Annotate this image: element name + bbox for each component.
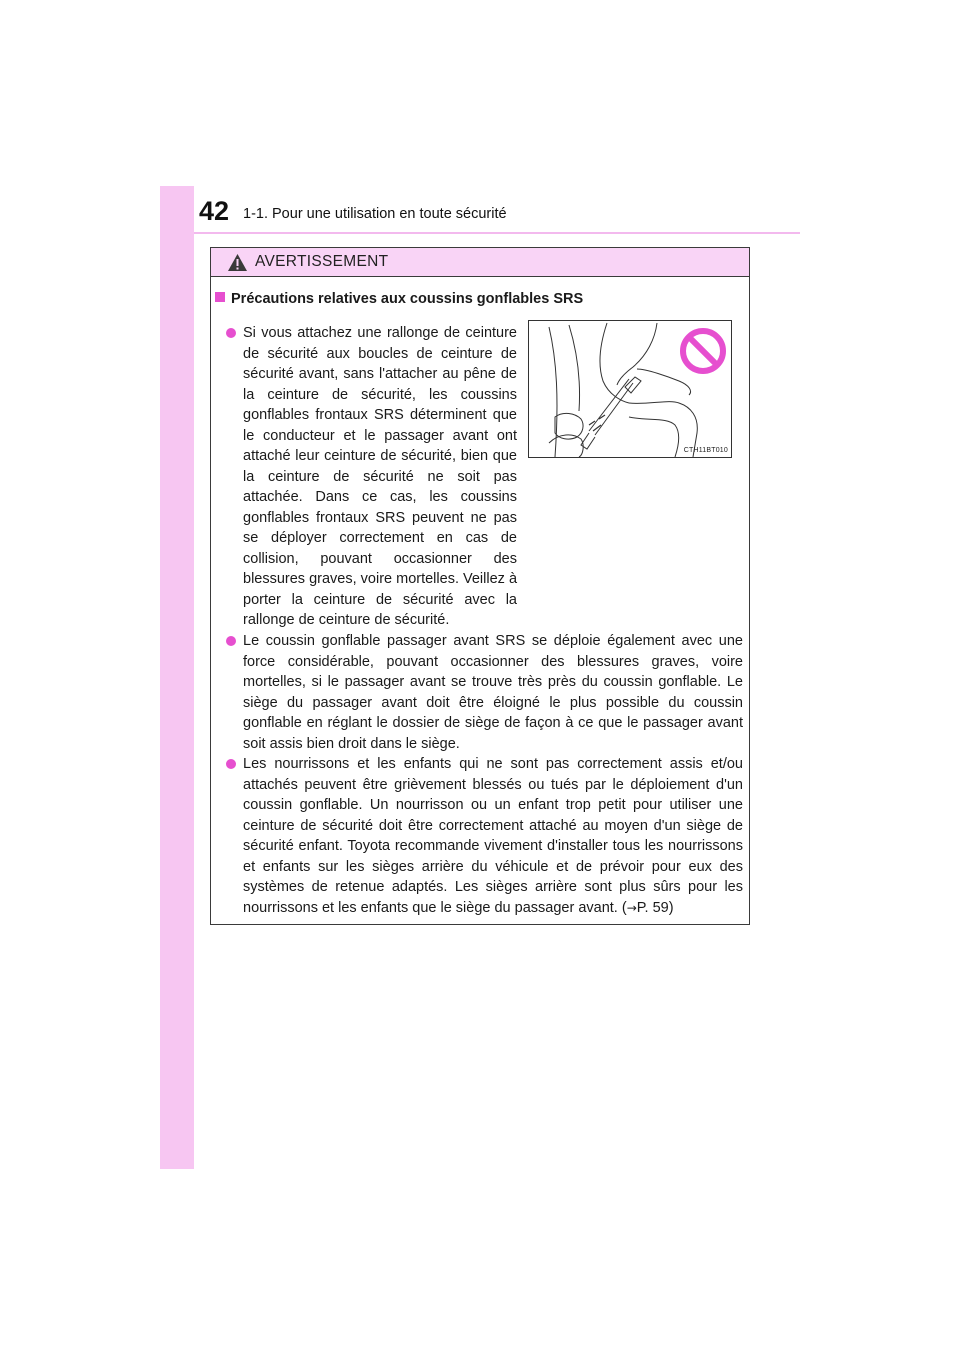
bullet-dot-icon xyxy=(226,636,236,646)
warning-box xyxy=(210,247,750,925)
bullet-text: Les nourrissons et les enfants qui ne sont pas correctement assis et/ou attachés peuvent être grièvement blessés ou tués par le déploiement d'un coussin gonflable. Un nourrisson ou un enfant trop petit pour utiliser une ceinture de sécurité doit être correctement attaché au moyen d'un siège de sécurité enfant. Toyota recommande vivement d'installer tous les nourrissons et enfants sur les sièges arrière du véhicule et de prévoir pour eux des systèmes de retenue adaptés. Les sièges arrière sont plus sûrs pour les nourrissons et les enfants que le siège du passager avant. ( xyxy=(243,756,743,916)
figure-code: CTH11BT010 xyxy=(683,447,728,454)
section-title: 1-1. Pour une utilisation en toute sécurité xyxy=(243,206,507,222)
bullet-item xyxy=(243,754,743,918)
page-number: 42 xyxy=(199,196,230,226)
bullet-dot-icon xyxy=(226,328,236,338)
warning-subheading xyxy=(215,290,583,308)
warning-triangle-icon xyxy=(227,253,248,272)
square-bullet-icon xyxy=(215,292,225,302)
side-color-band xyxy=(160,186,194,1169)
bullet-text: Le coussin gonflable passager avant SRS se déploie également avec une force considérable, pouvant occasionner des blessures graves, voire mortelles, si le passager avant se trouve très près du coussin gonflable. Le siège du passager avant doit être éloigné le plus possible du coussin gonflable en réglant le dossier de siège de façon à ce que le passager avant soit assis bien droit dans le siège. xyxy=(243,633,743,752)
seatbelt-illustration xyxy=(528,320,732,458)
page-reference-link[interactable]: P. 59) xyxy=(636,899,674,916)
bullet-text: Si vous attachez une rallonge de ceinture de sécurité aux boucles de ceinture de sécurité avant, sans l'attacher au pêne de la ceinture de sécurité, les coussins gonflables frontaux SRS déterminent que le conducteur et le passager avant ont attaché leur ceinture de sécurité, bien que la ceinture de sécurité ne soit pas attachée. Dans ce cas, les coussins gonflables frontaux SRS peuvent ne pas se déployer correctement en cas de collision, pouvant occasionner des blessures graves, voire mortelles. Veillez à porter la ceinture de sécurité avec la rallonge de ceinture de sécurité. xyxy=(243,325,518,628)
warning-title: AVERTISSEMENT xyxy=(255,253,389,270)
header-rule xyxy=(194,232,800,234)
warning-header xyxy=(211,248,749,277)
bullet-item xyxy=(243,323,517,631)
reference-arrow-icon: → xyxy=(626,900,637,915)
bullet-item xyxy=(243,631,743,754)
warning-subheading-text: Précautions relatives aux coussins gonflables SRS xyxy=(231,291,584,307)
bullet-dot-icon xyxy=(226,759,236,769)
prohibition-icon xyxy=(679,327,727,375)
